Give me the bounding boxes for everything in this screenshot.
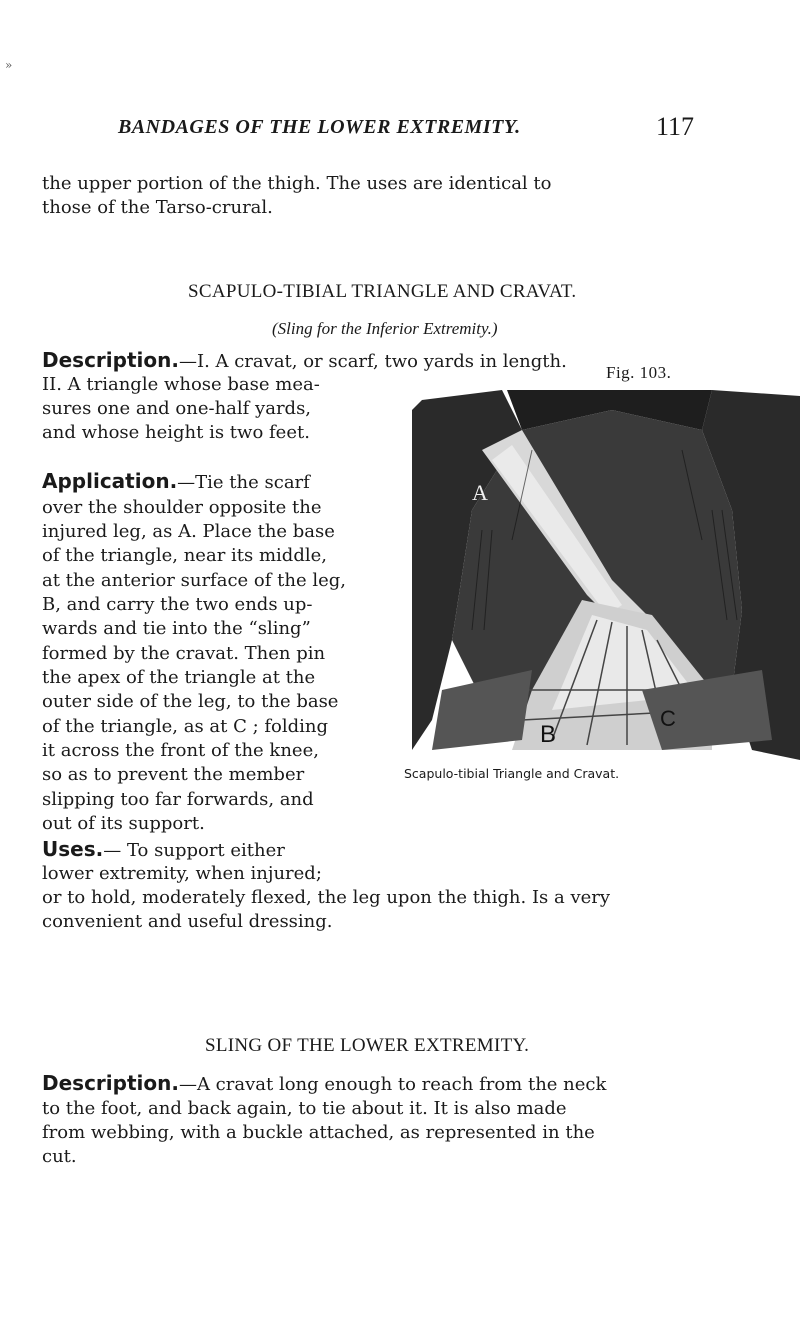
- application-line-12: it across the front of the knee,: [42, 740, 319, 761]
- section-subtitle: (Sling for the Inferior Extremity.): [272, 319, 498, 338]
- application-line-9: the apex of the triangle at the: [42, 667, 316, 688]
- application-line-6: B, and carry the two ends up-: [42, 594, 313, 615]
- uses-text: — To support either: [103, 840, 285, 861]
- sling-description-line-4: cut.: [42, 1146, 77, 1167]
- intro-line-1: the upper portion of the thigh. The uses are identical to: [42, 173, 552, 194]
- sling-description-line-1: [42, 1072, 606, 1096]
- uses-line-1: [42, 838, 285, 862]
- uses-line-3: or to hold, moderately flexed, the leg upon the thigh. Is a very: [42, 887, 611, 908]
- description-line-1: [42, 349, 567, 373]
- uses-heading: Uses.: [42, 837, 104, 861]
- sling-description-text: —A cravat long enough to reach from the neck: [178, 1074, 607, 1095]
- application-line-2: over the shoulder opposite the: [42, 497, 322, 518]
- bandage-engraving: [412, 390, 800, 772]
- section-title-scapulo-tibial: SCAPULO-TIBIAL TRIANGLE AND CRAVAT.: [188, 281, 577, 302]
- description-line-2: II. A triangle whose base mea-: [42, 374, 320, 395]
- description-line-3: sures one and one-half yards,: [42, 398, 312, 419]
- figure-caption: Scapulo-tibial Triangle and Cravat.: [404, 766, 620, 781]
- application-line-8: formed by the cravat. Then pin: [42, 643, 326, 664]
- intro-line-2: those of the Tarso-crural.: [42, 197, 273, 218]
- page-number: 117: [656, 112, 695, 141]
- application-line-13: so as to prevent the member: [42, 764, 305, 785]
- uses-line-2: lower extremity, when injured;: [42, 863, 322, 884]
- application-line-1: [42, 470, 310, 494]
- application-line-14: slipping too far forwards, and: [42, 789, 314, 810]
- uses-line-4: convenient and useful dressing.: [42, 911, 333, 932]
- application-heading: Application.: [42, 469, 178, 493]
- application-line-5: at the anterior surface of the leg,: [42, 570, 346, 591]
- figure-label: Fig. 103.: [606, 363, 672, 382]
- application-line-10: outer side of the leg, to the base: [42, 691, 339, 712]
- sling-description-line-2: to the foot, and back again, to tie about it. It is also made: [42, 1098, 567, 1119]
- application-line-15: out of its support.: [42, 813, 205, 834]
- running-head: BANDAGES OF THE LOWER EXTREMITY.: [118, 116, 521, 138]
- description-heading: Description.: [42, 348, 179, 372]
- application-line-11: of the triangle, as at C ; folding: [42, 716, 329, 737]
- application-text: —Tie the scarf: [177, 472, 310, 493]
- application-line-4: of the triangle, near its middle,: [42, 545, 327, 566]
- application-line-7: wards and tie into the “sling”: [42, 618, 311, 639]
- description-text: —I. A cravat, or scarf, two yards in length.: [178, 351, 567, 372]
- sling-description-line-3: from webbing, with a buckle attached, as represented in the: [42, 1122, 595, 1143]
- margin-mark: »: [5, 58, 13, 72]
- application-line-3: injured leg, as A. Place the base: [42, 521, 335, 542]
- section-title-sling: SLING OF THE LOWER EXTREMITY.: [205, 1035, 530, 1056]
- figure-letter-c: C: [660, 706, 676, 731]
- description-line-4: and whose height is two feet.: [42, 422, 310, 443]
- sling-description-heading: Description.: [42, 1071, 179, 1095]
- figure-letter-b: B: [540, 721, 557, 748]
- figure-letter-a: A: [472, 480, 488, 505]
